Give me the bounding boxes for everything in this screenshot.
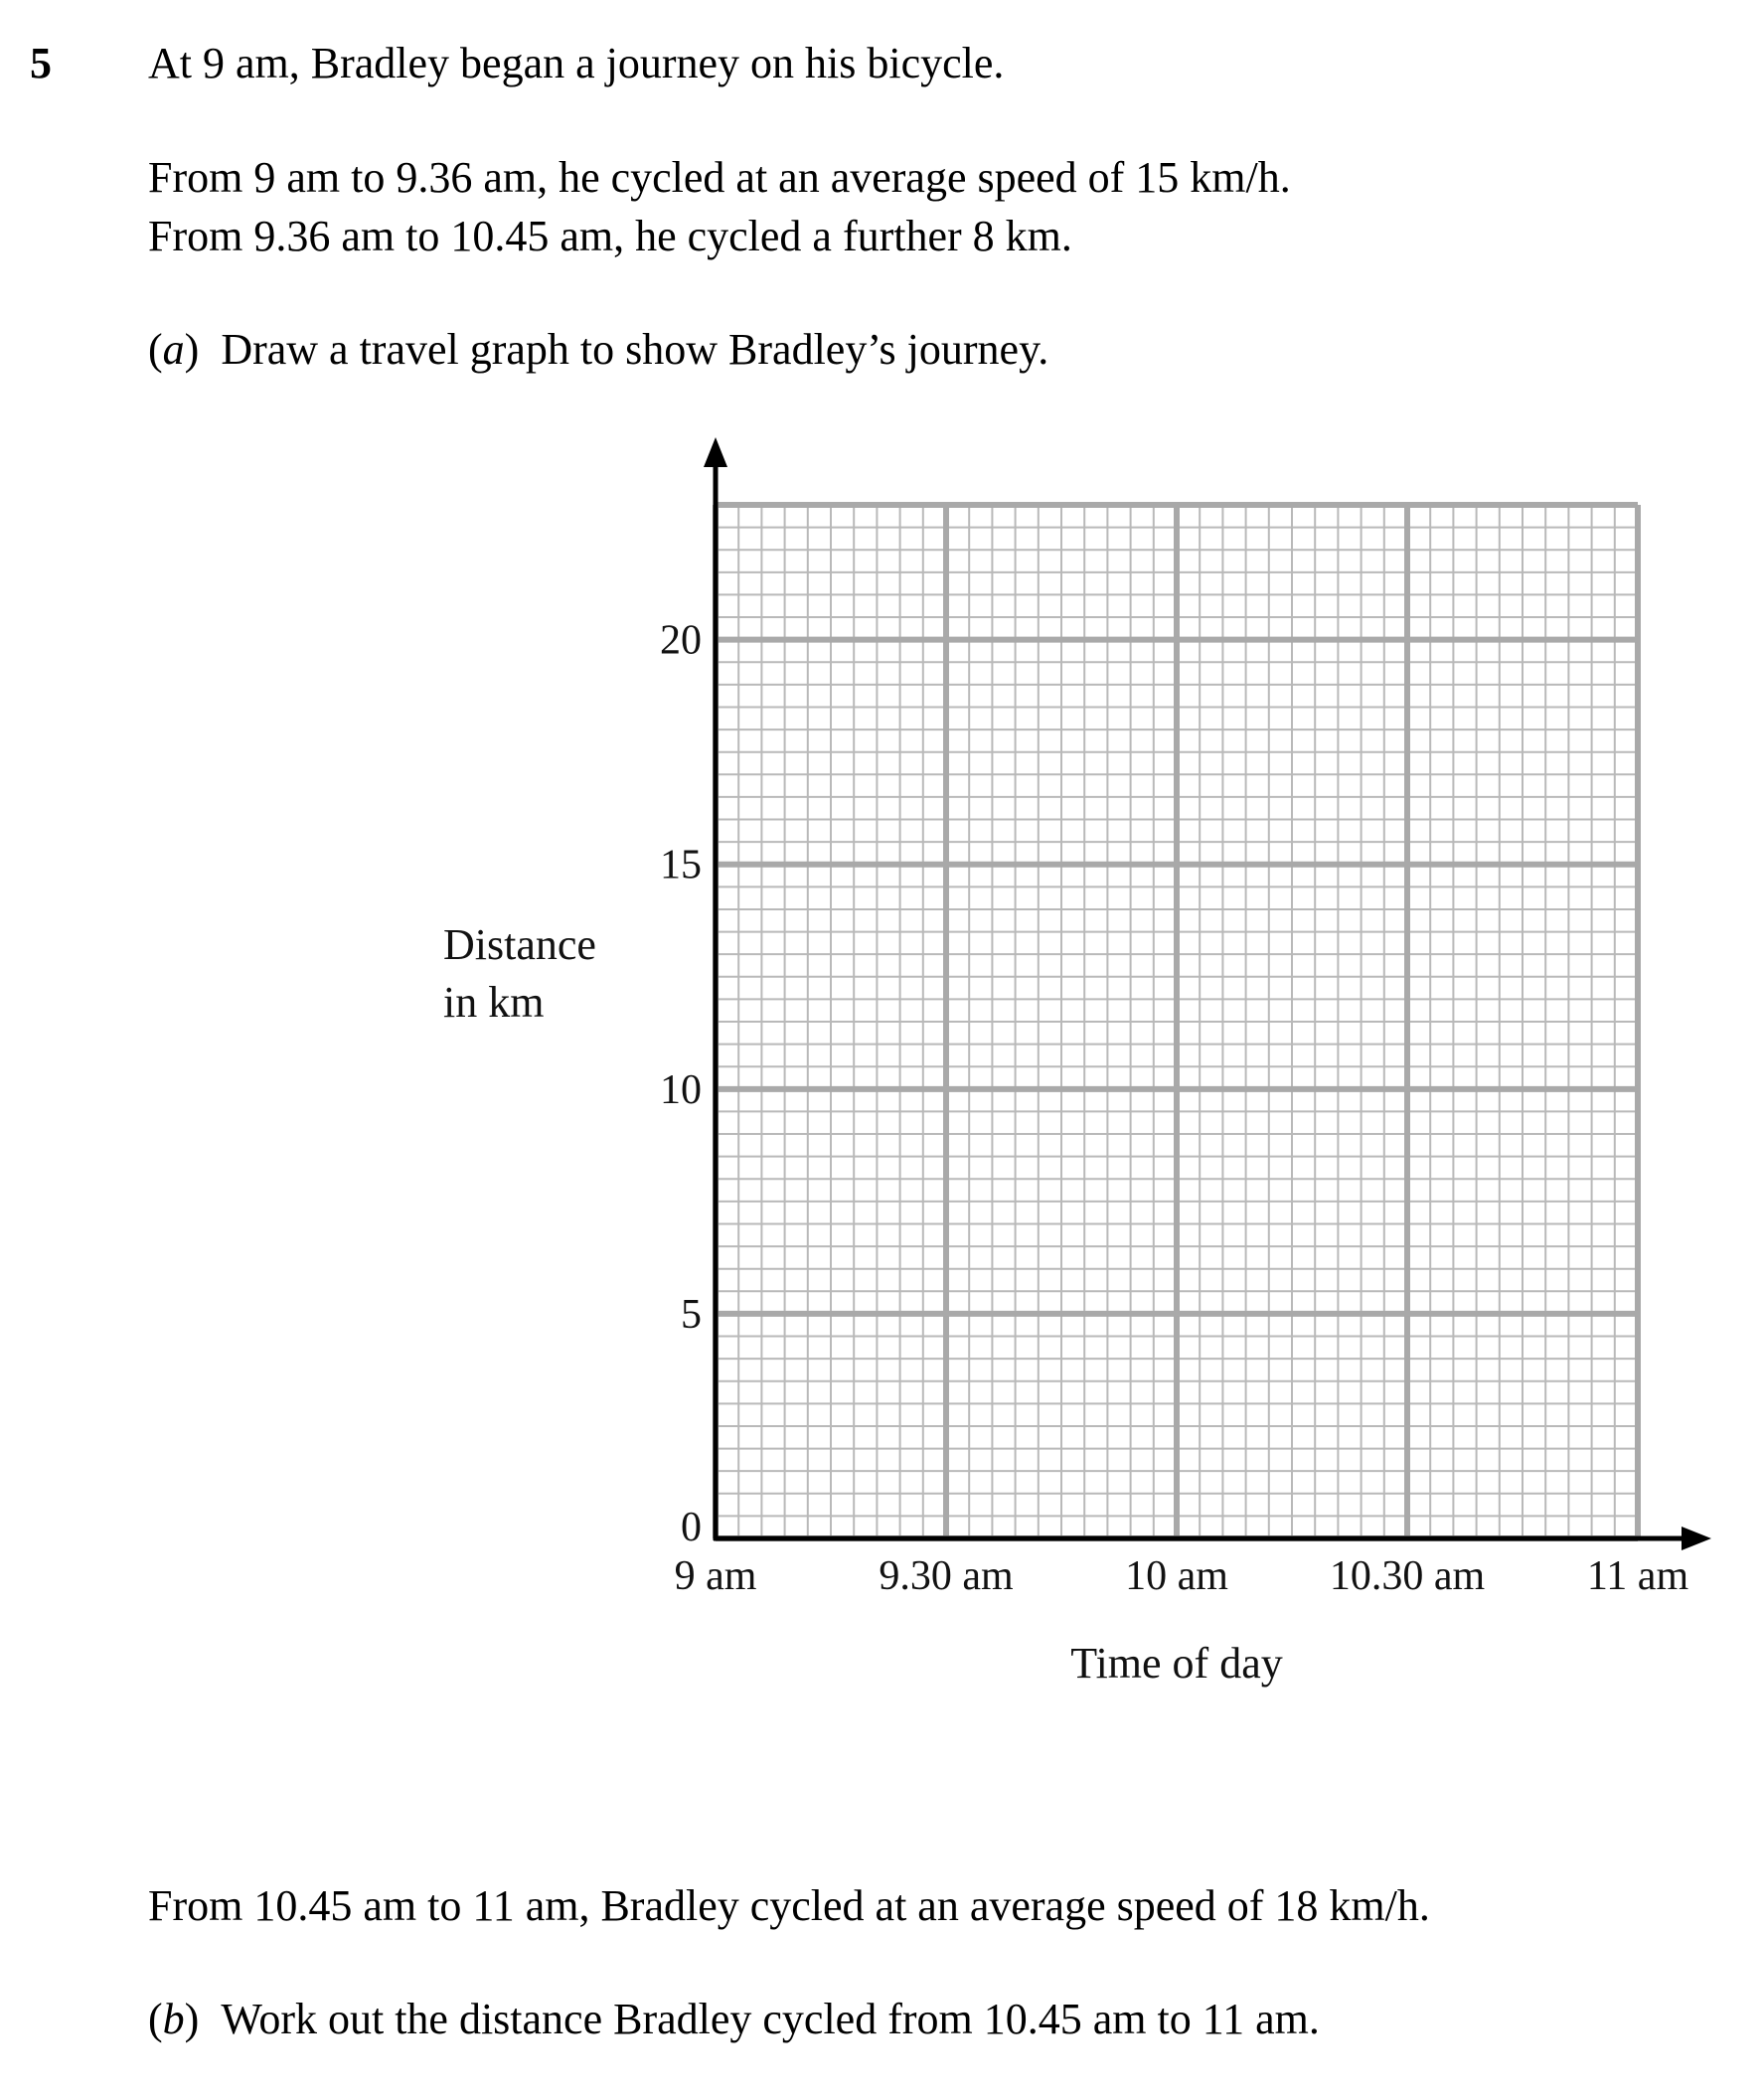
y-tick-label: 0 — [681, 1505, 702, 1550]
question-stem-line-1: At 9 am, Bradley began a journey on his bicycle. — [148, 39, 1005, 87]
graph-grid — [716, 505, 1638, 1538]
y-tick-label: 10 — [660, 1066, 702, 1113]
question-number: 5 — [30, 39, 52, 87]
y-axis-arrowhead — [704, 437, 727, 467]
x-tick-label: 10.30 am — [1329, 1553, 1486, 1599]
part-b-label: b — [162, 1995, 185, 2043]
x-axis-label: Time of day — [1070, 1639, 1283, 1688]
y-tick-label: 20 — [660, 617, 702, 664]
y-axis-label — [443, 920, 596, 1027]
part-a-label: a — [162, 325, 185, 374]
y-axis-label-line: in km — [443, 978, 545, 1027]
part-b: (b) Work out the distance Bradley cycled from 10.45 am to 11 am. — [148, 1995, 1320, 2043]
part-a-text: Draw a travel graph to show Bradley’s journey. — [221, 325, 1049, 374]
question-stem-line-3: From 9.36 am to 10.45 am, he cycled a further 8 km. — [148, 212, 1072, 260]
x-tick-label: 11 am — [1586, 1553, 1689, 1599]
y-tick-labels — [660, 618, 702, 1550]
x-axis-arrowhead — [1682, 1527, 1711, 1550]
question-stem-line-4: From 10.45 am to 11 am, Bradley cycled at an average speed of 18 km/h. — [148, 1881, 1430, 1930]
x-tick-label: 9.30 am — [879, 1553, 1014, 1599]
question-stem-line-2: From 9 am to 9.36 am, he cycled at an average speed of 15 km/h. — [148, 153, 1291, 202]
y-axis-label-line: Distance — [443, 920, 596, 969]
x-tick-labels — [675, 1553, 1689, 1599]
part-a: (a) Draw a travel graph to show Bradley’s journey. — [148, 325, 1049, 374]
part-b-text: Work out the distance Bradley cycled from 10.45 am to 11 am. — [221, 1995, 1320, 2043]
y-tick-label: 5 — [681, 1291, 702, 1338]
x-tick-label: 10 am — [1125, 1553, 1228, 1599]
y-tick-label: 15 — [660, 842, 702, 888]
x-tick-label: 9 am — [674, 1553, 757, 1599]
